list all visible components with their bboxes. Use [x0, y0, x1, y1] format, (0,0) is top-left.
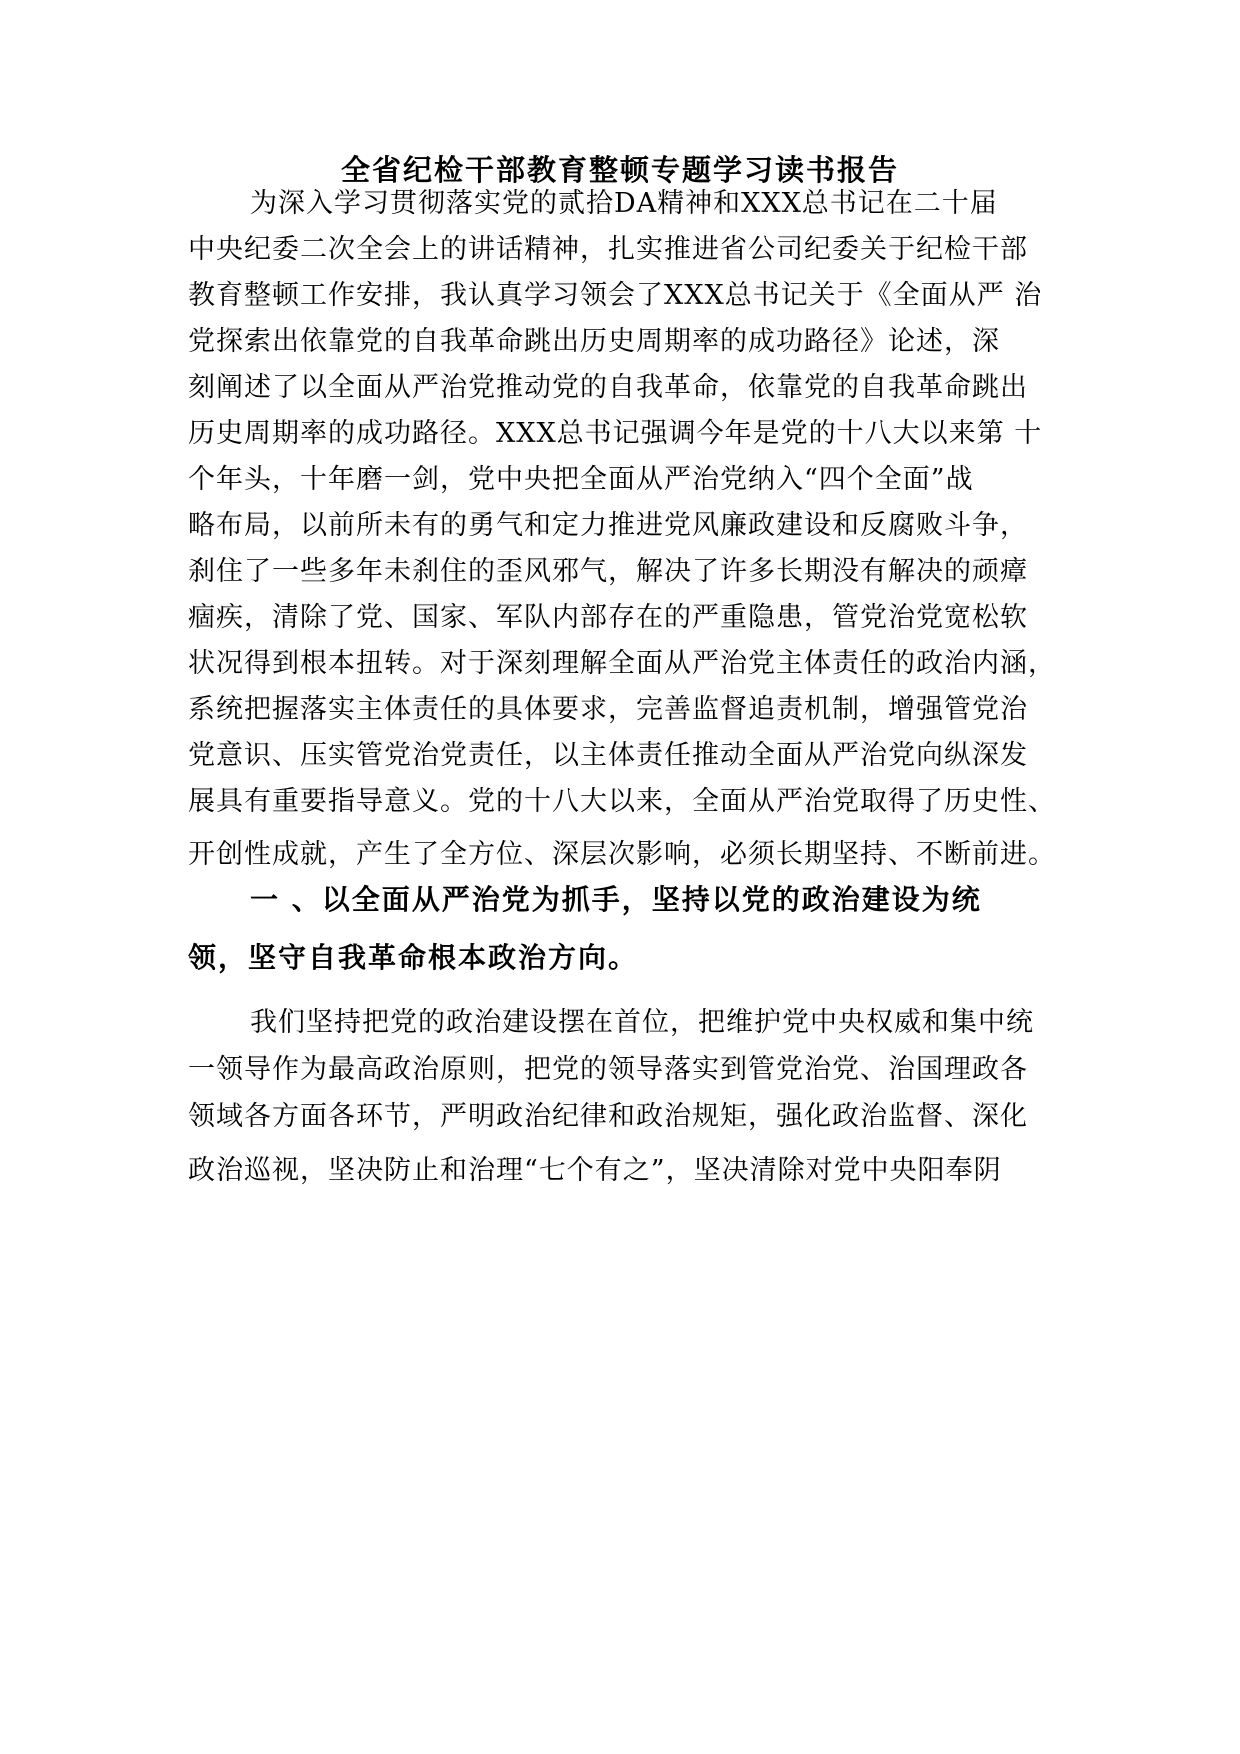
paragraph-line: 我们坚持把党的政治建设摆在首位，把维护党中央权威和集中统	[250, 1007, 1034, 1038]
paragraph-line: 历史周期率的成功路径。XXX总书记强调今年是党的十八大以来第 十	[188, 418, 1043, 449]
paragraph-line: 开创性成就，产生了全方位、深层次影响，必须长期坚持、不断前进。	[188, 839, 1056, 870]
paragraph-line: 刻阐述了以全面从严治党推动党的自我革命，依靠党的自我革命跳出	[188, 372, 1028, 403]
paragraph-line: 个年头，十年磨一剑，党中央把全面从严治党纳入“四个全面”战	[188, 464, 974, 495]
section-heading-line: 一 、以全面从严治党为抓手，坚持以党的政治建设为统	[250, 883, 982, 916]
paragraph-line: 为深入学习贯彻落实党的贰拾DA精神和XXX总书记在二十届	[250, 188, 998, 219]
paragraph-line: 政治巡视，坚决防止和治理“七个有之”，坚决清除对党中央阳奉阴	[188, 1155, 1002, 1186]
paragraph-line: 党探索出依靠党的自我革命跳出历史周期率的成功路径》论述，深	[188, 326, 1000, 357]
document-title: 全省纪检干部教育整顿专题学习读书报告	[340, 153, 899, 187]
paragraph-line: 展具有重要指导意义。党的十八大以来，全面从严治党取得了历史性、	[188, 786, 1056, 817]
paragraph-line: 略布局，以前所未有的勇气和定力推进党风廉政建设和反腐败斗争，	[188, 510, 1028, 541]
paragraph-line: 领域各方面各环节，严明政治纪律和政治规矩，强化政治监督、深化	[188, 1101, 1028, 1132]
section-heading-line: 领，坚守自我革命根本政治方向。	[188, 941, 639, 974]
paragraph-line: 中央纪委二次全会上的讲话精神，扎实推进省公司纪委关于纪检干部	[188, 234, 1028, 265]
paragraph-line: 刹住了一些多年未刹住的歪风邪气，解决了许多长期没有解决的顽瘴	[188, 556, 1028, 587]
paragraph-line: 教育整顿工作安排，我认真学习领会了XXX总书记关于《全面从严 治	[188, 280, 1043, 311]
paragraph-line: 痼疾，清除了党、国家、军队内部存在的严重隐患，管党治党宽松软	[188, 602, 1028, 633]
paragraph-line: 状况得到根本扭转。对于深刻理解全面从严治党主体责任的政治内涵，	[188, 648, 1056, 679]
paragraph-line: 党意识、压实管党治党责任，以主体责任推动全面从严治党向纵深发	[188, 740, 1028, 771]
paragraph-line: 一领导作为最高政治原则，把党的领导落实到管党治党、治国理政各	[188, 1054, 1028, 1085]
paragraph-line: 系统把握落实主体责任的具体要求，完善监督追责机制，增强管党治	[188, 694, 1028, 725]
